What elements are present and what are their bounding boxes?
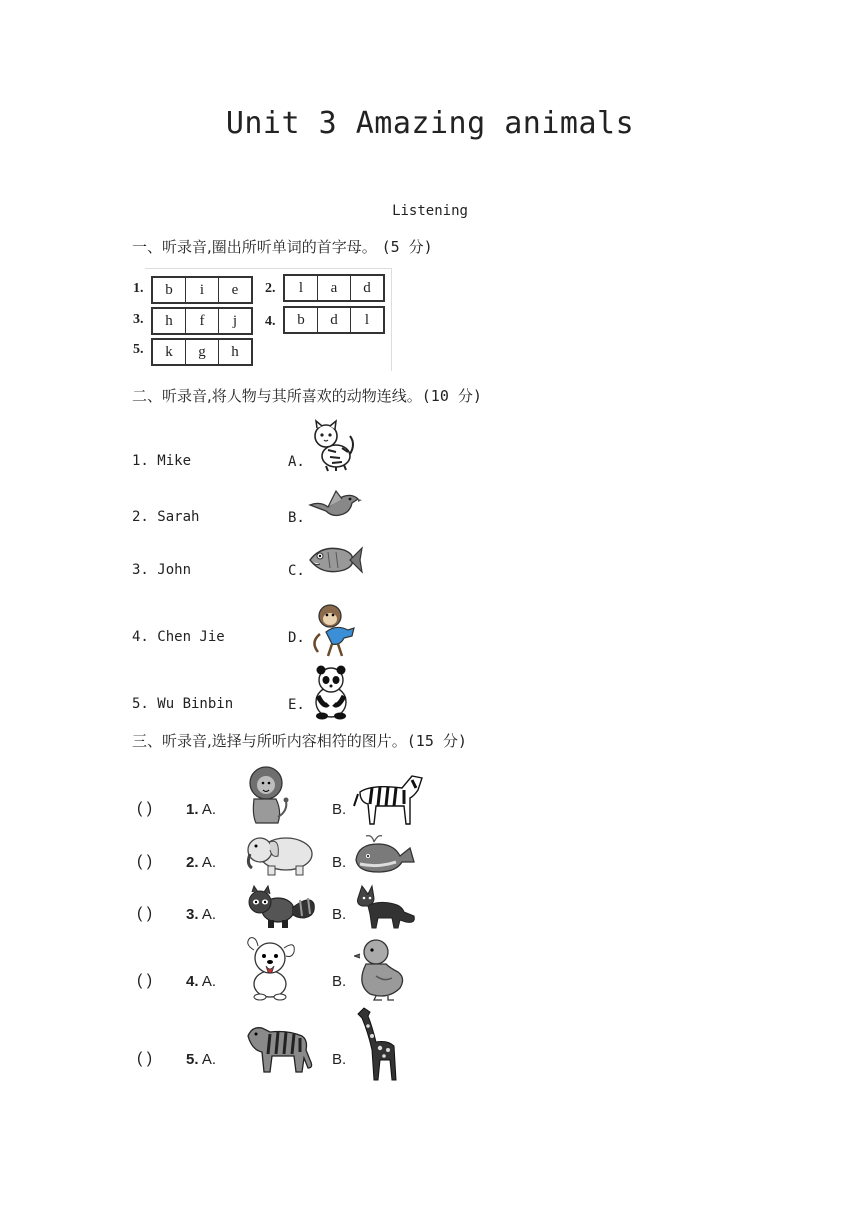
answer-blank[interactable]: ( ) xyxy=(137,1050,153,1067)
letter-cell[interactable]: f xyxy=(185,309,218,333)
option-b: B. xyxy=(332,801,347,818)
part1-heading: 一、听录音,圈出所听单词的首字母。 (5 分) xyxy=(132,238,433,256)
letter-cell[interactable]: l xyxy=(350,308,383,332)
question-4: 4. A. xyxy=(186,973,217,990)
option-b: B. xyxy=(332,906,347,923)
panda-icon[interactable] xyxy=(306,664,356,720)
letter-cell[interactable]: b xyxy=(165,281,173,298)
item-number: 2. xyxy=(265,281,276,296)
letter-box-3 xyxy=(151,307,253,335)
tiger-icon[interactable] xyxy=(244,1020,316,1076)
option-label: B. xyxy=(288,510,305,526)
option-label: C. xyxy=(288,563,305,579)
elephant-icon[interactable] xyxy=(244,832,318,876)
letter-box-1 xyxy=(151,276,253,304)
answer-blank[interactable]: ( ) xyxy=(137,905,153,922)
option-label: D. xyxy=(288,630,305,646)
letter-cell[interactable]: h xyxy=(165,312,173,329)
person-mike[interactable]: 1. Mike xyxy=(132,453,192,469)
part3-heading: 三、听录音,选择与所听内容相符的图片。(15 分) xyxy=(132,732,467,750)
answer-blank[interactable]: ( ) xyxy=(137,800,153,817)
letter-grid xyxy=(133,268,391,370)
whale-icon[interactable] xyxy=(352,832,416,876)
option-b: B. xyxy=(332,1051,347,1068)
zebra-icon[interactable] xyxy=(352,766,428,828)
section-subtitle: Listening xyxy=(392,203,468,219)
item-number: 4. xyxy=(265,314,276,329)
letter-cell[interactable]: l xyxy=(298,279,304,296)
item-number: 3. xyxy=(133,312,144,327)
part2-heading: 二、听录音,将人物与其所喜欢的动物连线。(10 分) xyxy=(132,387,482,405)
option-label: E. xyxy=(288,697,305,713)
letter-cell[interactable]: d xyxy=(350,276,383,300)
letter-cell[interactable]: a xyxy=(317,276,350,300)
item-number: 5. xyxy=(133,342,144,357)
question-2: 2. A. xyxy=(186,854,217,871)
item-number: 1. xyxy=(133,281,144,296)
person-sarah[interactable]: 2. Sarah xyxy=(132,509,200,525)
letter-box-2 xyxy=(283,274,385,302)
giraffe-icon[interactable] xyxy=(354,1006,402,1082)
option-label: A. xyxy=(288,454,305,470)
letter-box-5 xyxy=(151,338,253,366)
fish-icon[interactable] xyxy=(306,540,364,580)
page-title: Unit 3 Amazing animals xyxy=(225,106,635,141)
lion-icon[interactable] xyxy=(244,765,292,827)
answer-blank[interactable]: ( ) xyxy=(137,972,153,989)
option-b: B. xyxy=(332,973,347,990)
letter-cell[interactable]: g xyxy=(185,340,218,364)
letter-cell[interactable]: e xyxy=(218,278,251,302)
letter-cell[interactable]: b xyxy=(297,311,305,328)
tiger-icon[interactable] xyxy=(306,418,356,472)
letter-cell[interactable]: j xyxy=(218,309,251,333)
letter-cell[interactable]: i xyxy=(185,278,218,302)
question-5: 5. A. xyxy=(186,1051,217,1068)
letter-cell[interactable]: k xyxy=(165,343,173,360)
person-chen-jie[interactable]: 4. Chen Jie xyxy=(132,629,225,645)
letter-box-4 xyxy=(283,306,385,334)
answer-blank[interactable]: ( ) xyxy=(137,853,153,870)
question-1: 1. A. xyxy=(186,801,217,818)
duck-icon[interactable] xyxy=(354,936,408,1002)
monkey-icon[interactable] xyxy=(306,602,366,658)
person-john[interactable]: 3. John xyxy=(132,562,192,578)
option-b: B. xyxy=(332,854,347,871)
red-panda-icon[interactable] xyxy=(244,882,316,930)
question-3: 3. A. xyxy=(186,906,217,923)
dog-icon[interactable] xyxy=(244,934,300,1002)
fox-icon[interactable] xyxy=(352,882,418,930)
letter-cell[interactable]: d xyxy=(317,308,350,332)
letter-cell[interactable]: h xyxy=(218,340,251,364)
bird-icon[interactable] xyxy=(306,485,362,525)
person-wu-binbin[interactable]: 5. Wu Binbin xyxy=(132,696,234,712)
